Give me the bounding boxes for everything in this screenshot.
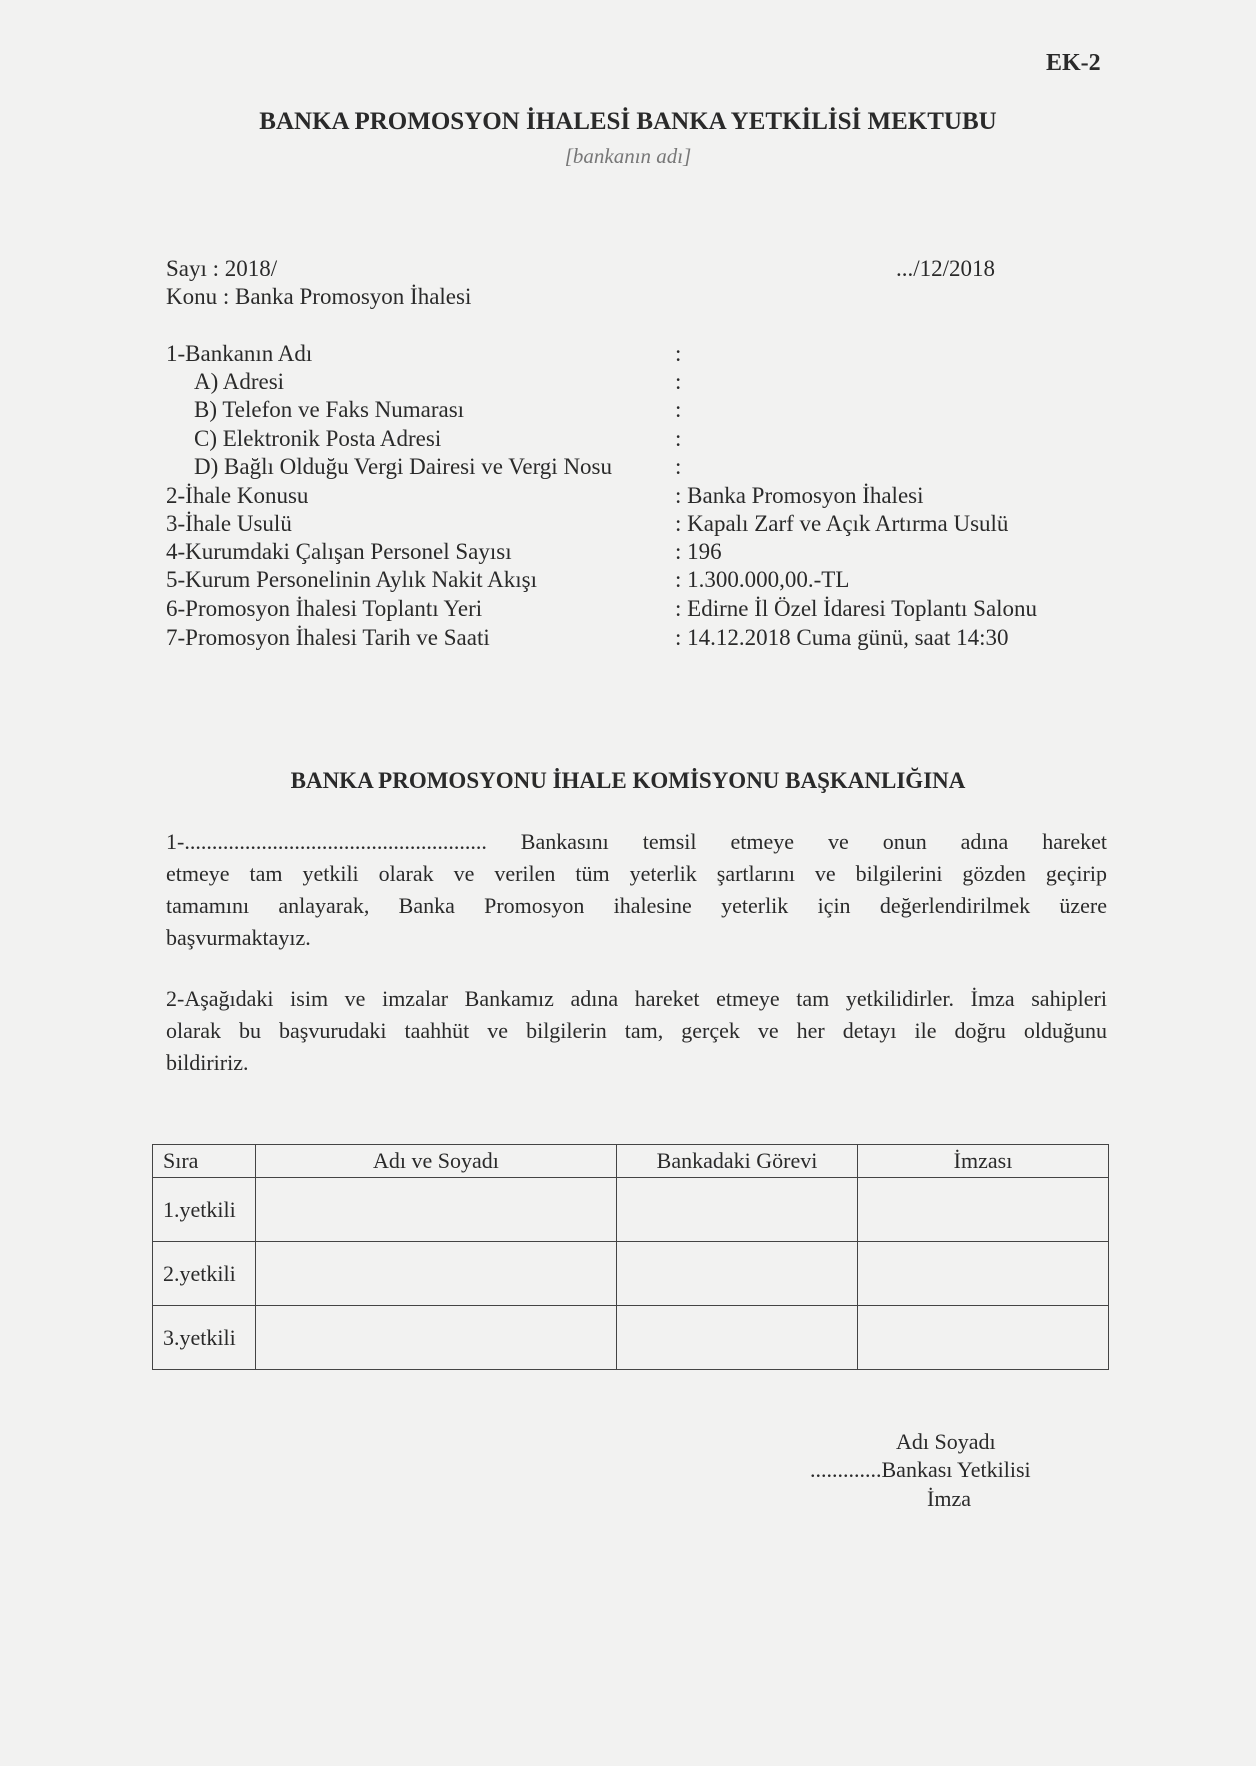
table-header-row (153, 1145, 1109, 1178)
table-row (153, 1178, 1109, 1242)
info-value: : (675, 426, 682, 451)
column-header: Adı ve Soyadı (256, 1145, 617, 1178)
signatory-table (152, 1144, 1109, 1370)
info-label: 3-İhale Usulü (166, 511, 292, 536)
table-row (153, 1306, 1109, 1370)
column-header: İmzası (858, 1145, 1109, 1178)
position-cell (617, 1306, 858, 1370)
column-header: Bankadaki Görevi (617, 1145, 858, 1178)
subject-line: Konu : Banka Promosyon İhalesi (166, 284, 472, 309)
info-label: 7-Promosyon İhalesi Tarih ve Saati (166, 625, 490, 650)
position-cell (617, 1178, 858, 1242)
info-value: : 196 (675, 539, 722, 564)
signatory-name-label: Adı Soyadı (896, 1429, 996, 1454)
annex-label: EK-2 (1046, 50, 1101, 76)
signatory-bank-label: .............Bankası Yetkilisi (810, 1457, 1031, 1482)
name-cell (256, 1178, 617, 1242)
info-label: 5-Kurum Personelinin Aylık Nakit Akışı (166, 567, 537, 592)
position-cell (617, 1242, 858, 1306)
paragraph-line: etmeye tam yetkili olarak ve verilen tüm yeterlik şartlarını ve bilgilerini gözden geçirip (166, 861, 1107, 886)
info-label: C) Elektronik Posta Adresi (194, 426, 442, 451)
name-cell (256, 1306, 617, 1370)
info-value: : 14.12.2018 Cuma günü, saat 14:30 (675, 625, 1009, 650)
name-cell (256, 1242, 617, 1306)
table-row (153, 1242, 1109, 1306)
paragraph-line: olarak bu başvurudaki taahhüt ve bilgilerin tam, gerçek ve her detayı ile doğru olduğunu (166, 1018, 1107, 1043)
info-value: : (675, 397, 682, 422)
info-value: : (675, 454, 682, 479)
info-value: : Edirne İl Özel İdaresi Toplantı Salonu (675, 596, 1038, 621)
info-value: : Kapalı Zarf ve Açık Artırma Usulü (675, 511, 1009, 536)
section-heading: BANKA PROMOSYONU İHALE KOMİSYONU BAŞKANLIĞINA (290, 768, 966, 793)
paragraph-authorization (166, 983, 1107, 1079)
info-value: : 1.300.000,00.-TL (675, 567, 850, 592)
bank-name-placeholder: [bankanın adı] (564, 144, 692, 168)
info-label: B) Telefon ve Faks Numarası (194, 397, 465, 422)
column-header: Sıra (153, 1145, 256, 1178)
paragraph-line: bildiririz. (166, 1050, 249, 1075)
paragraph-line: 2-Aşağıdaki isim ve imzalar Bankamız adına hareket etmeye tam yetkilidirler. İmza sahipleri (166, 986, 1107, 1011)
signature-cell (858, 1242, 1109, 1306)
signature-cell (858, 1178, 1109, 1242)
row-label: 1.yetkili (153, 1178, 256, 1242)
row-label: 3.yetkili (153, 1306, 256, 1370)
info-value: : (675, 341, 682, 366)
paragraph-line: tamamını anlayarak, Banka Promosyon ihalesine yeterlik için değerlendirilmek üzere (166, 893, 1107, 918)
info-label: 1-Bankanın Adı (166, 341, 313, 366)
info-value: : Banka Promosyon İhalesi (675, 483, 924, 508)
info-label: 4-Kurumdaki Çalışan Personel Sayısı (166, 539, 512, 564)
paragraph-line: başvurmaktayız. (166, 925, 311, 950)
paragraph-declaration (166, 826, 1107, 954)
info-value: : (675, 369, 682, 394)
info-label: 6-Promosyon İhalesi Toplantı Yeri (166, 596, 483, 621)
info-label: D) Bağlı Olduğu Vergi Dairesi ve Vergi Nosu (194, 454, 613, 479)
row-label: 2.yetkili (153, 1242, 256, 1306)
signature-cell (858, 1306, 1109, 1370)
signature-label: İmza (927, 1486, 971, 1511)
document-date: .../12/2018 (896, 256, 996, 281)
paragraph-line: 1-....................................................... Bankasını temsil etmeye ve onun adına hareket (166, 829, 1107, 854)
info-label: 2-İhale Konusu (166, 483, 309, 508)
info-label: A) Adresi (194, 369, 285, 394)
document-title: BANKA PROMOSYON İHALESİ BANKA YETKİLİSİ MEKTUBU (259, 108, 997, 135)
reference-number: Sayı : 2018/ (166, 256, 278, 281)
